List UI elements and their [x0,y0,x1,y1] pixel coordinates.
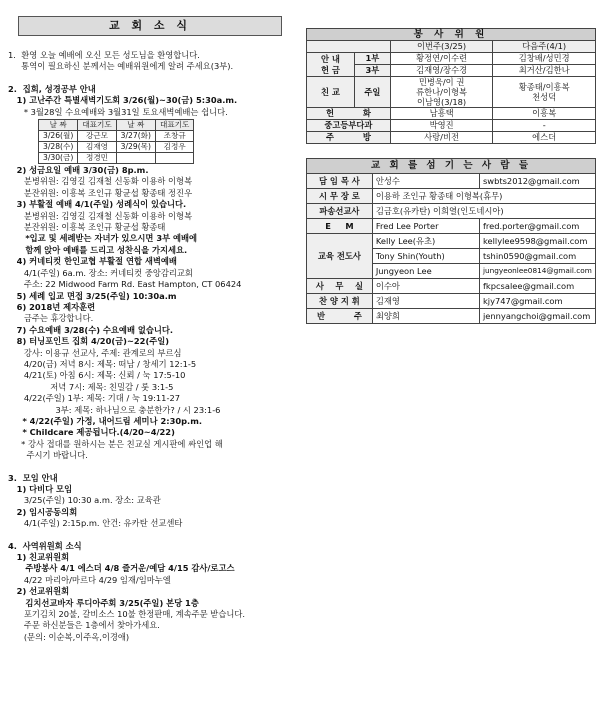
news-line: 3) 부활절 예배 4/1(주일) 성례식이 있습니다. [8,199,187,210]
news-line: 주방봉사 4/1 에스더 4/8 즐거운/예담 4/15 감사/로고스 [8,563,235,574]
table-cell: 3/27(화) [116,131,155,142]
news-line: * 4/22(주일) 가정, 내어드림 세미나 2:30p.m. [8,415,202,426]
table-cell: 3/28(수) [39,142,78,153]
news-line: 5) 세례 입교 면접 3/25(주일) 10:30a.m [8,290,177,301]
service-label: 주일 [354,77,390,108]
volunteer-cell: 김재영/장수경 [390,65,493,77]
volunteer-cell: 황종태/이흥복 천성덕 [493,77,596,108]
staff-email: fkpcsalee@gmail.com [479,279,595,294]
flower-label: 헌 화 [307,108,391,120]
role-label: 파송선교사 [307,204,373,219]
news-line: (문의: 이순복,이주옥,이경애) [8,631,130,642]
welcome-line: 통역이 필요하신 분께서는 예배위원에게 알려 주세요(3부). [8,61,234,72]
news-line: 3부: 제목: 하나님으로 충분한가? / 시 23:1-6 [8,404,221,415]
table-cell: 정경민 [78,153,116,164]
blank-cell [307,41,391,53]
staff-name: 최양희 [372,309,479,324]
volunteer-cell: 황정연/이수련 [390,53,493,65]
staff-name: Jungyeon Lee [372,264,479,279]
staff-email: jungyeonlee0814@gmail.com [479,264,595,279]
table-cell: 김정우 [156,142,194,153]
volunteer-cell: 민병욱/이 권 류한나/이형복 이남영(3/18) [390,77,493,108]
staff-name: Fred Lee Porter [372,219,479,234]
news-line: *입교 및 세례받는 자녀가 있으시면 3부 예배에 [8,233,198,244]
fellowship-label: 친 교 [307,77,355,108]
news-line: 4/1(주일) 6a.m. 장소: 커네티컷 중앙감리교회 [8,267,193,278]
news-line: 강사: 이용규 선교사, 주제: 관계로의 부르심 [8,347,182,358]
news-line: * 강사 접대를 원하시는 분은 친교실 게시판에 싸인업 해 [8,438,223,449]
staff-name: 이용하 조인규 황종태 이형복(휴무) [372,189,595,204]
volunteers-title: 봉 사 위 원 [307,29,596,41]
staff-name: 김재영 [372,294,479,309]
news-line: 3/25(주일) 10:30 a.m. 장소: 교육관 [8,495,161,506]
gatherings-list [8,473,298,530]
table-cell: 강근모 [78,131,116,142]
volunteer-cell: 최거산/김한나 [493,65,596,77]
col-this-week: 이번주(3/25) [390,41,493,53]
volunteer-cell: 박영진 [390,120,493,132]
staff-email: kellylee9598@gmail.com [479,234,595,249]
service-label: 1부 [354,53,390,65]
news-line: * Childcare 제공됩니다.(4/20~4/22) [8,427,175,438]
table-header: 대표기도 [78,120,116,131]
news-line: 2) 성금요일 예배 3/30(금) 8p.m. [8,165,149,176]
table-cell [116,153,155,164]
church-news [8,16,298,643]
news-line: 6) 2018년 제자훈련 [8,301,96,312]
col-next-week: 다음주(4/1) [493,41,596,53]
staff-email: swbts2012@gmail.com [479,174,595,189]
staff-table [306,158,596,324]
news-line: 3. 모임 안내 [8,472,58,483]
staff-email: kjy747@gmail.com [479,294,595,309]
role-label: 사 무 실 [307,279,373,294]
news-line: 2) 임시공동의회 [8,506,78,517]
news-line: 분잔위원: 이흥복 조인규 황균섭 황종태 [8,222,166,233]
news-line: 주시기 바랍니다. [8,450,88,461]
news-line: 분병위원: 김영길 김재철 신동화 이용하 이형복 [8,210,193,221]
volunteers-table [306,28,596,144]
news-line: 김치선교바자 루디아주회 3/25(주일) 본당 1층 [8,597,199,608]
prayer-schedule-table [38,119,194,164]
news-line: 금주는 휴강합니다. [8,313,94,324]
role-label: 찬 양 지 휘 [307,294,373,309]
service-label: 3부 [354,65,390,77]
role-label: 반 주 [307,309,373,324]
staff-name: 안성수 [372,174,479,189]
news-line: 함께 앉아 예배를 드리고 성찬식을 가지세요. [8,244,188,255]
volunteer-cell: 사랑/비전 [390,132,493,144]
news-line: 1) 친교위원회 [8,552,70,563]
section-heading: 2. 집회, 성경공부 안내 [8,83,96,94]
role-label: E M [307,219,373,234]
news-line: 분병위원: 김영길 김재철 신동화 이용하 이형복 [8,176,193,187]
ushers-label: 안 내 헌 금 [307,53,355,77]
role-label: 교육 전도사 [307,234,373,279]
news-line: 4. 사역위원회 소식 [8,540,82,551]
staff-name: 이수아 [372,279,479,294]
table-cell: 김재영 [78,142,116,153]
news-line: * 3월28일 수요예배와 3월31일 토요새벽예배는 쉽니다. [8,106,228,117]
news-line: 1) 다비다 모임 [8,484,73,494]
table-cell [156,153,194,164]
staff-name: 김금호(유카탄) 이희열(인도네시아) [372,204,595,219]
news-line: 4) 커네티컷 한인교협 부활절 연합 새벽예배 [8,256,177,267]
table-cell: 3/30(금) [39,153,78,164]
news-line: 4/21(토) 아침 6시: 제목: 신뢰 / 눅 17:5-10 [8,370,186,381]
staff-name: Kelly Lee(유초) [372,234,479,249]
table-cell: 3/26(월) [39,131,78,142]
volunteer-cell: - [493,120,596,132]
news-line: 4/22 마리아/마르다 4/29 임재/임마누엘 [8,574,171,585]
volunteer-cell: 에스더 [493,132,596,144]
table-cell: 3/29(목) [116,142,155,153]
news-line: 주문 하신분들은 1층에서 찾아가세요. [8,620,160,631]
role-label: 시 무 장 로 [307,189,373,204]
table-cell: 조창규 [156,131,194,142]
staff-email: jennyangchoi@gmail.com [479,309,595,324]
news-line: 4/20(금) 저녁 8시: 제목: 떠남 / 창세기 12:1-5 [8,358,197,369]
right-column [306,28,596,324]
staff-email: fred.porter@gmail.com [479,219,595,234]
news-line: 분잔위원: 이흥복 조인규 황균섭 황종태 정진우 [8,187,193,198]
staff-email: tshin0590@gmail.com [479,249,595,264]
volunteer-cell: 김창배/성민경 [493,53,596,65]
youth-snack-label: 중고등부다과 [307,120,391,132]
news-line: 포기김치 20불, 갈비소스 10불 한정판매, 계속주문 받습니다. [8,609,246,620]
table-header: 대표기도 [156,120,194,131]
role-label: 담 임 목 사 [307,174,373,189]
kitchen-label: 주 방 [307,132,391,144]
news-line: 8) 터닝포인트 집회 4/20(금)~22(주일) [8,336,170,347]
staff-title: 교 회 를 섬 기 는 사 람 들 [307,159,596,174]
news-title: 교 회 소 식 [18,16,282,36]
welcome-line: 1. 환영 오늘 예배에 오신 모든 성도님을 환영합니다. [8,50,200,60]
news-line: 4/1(주일) 2:15p.m. 안건: 유카탄 선교센타 [8,518,183,529]
meetings-list [8,165,298,462]
table-header: 날 짜 [116,120,155,131]
committee-list [8,541,298,644]
news-line: 4/22(주일) 1부: 제목: 기대 / 눅 19:11-27 [8,393,180,404]
staff-name: Tony Shin(Youth) [372,249,479,264]
news-line: 2) 선교위원회 [8,586,70,597]
news-line: 7) 수요예배 3/28(수) 수요예배 없습니다. [8,324,174,335]
table-header: 날 짜 [39,120,78,131]
news-line: 저녁 7시: 제목: 친밀감 / 룻 3:1-5 [8,381,174,392]
news-line: 1) 고난주간 특별새벽기도회 3/26(월)~30(금) 5:30a.m. [8,95,238,106]
volunteer-cell: 이흥복 [493,108,596,120]
news-line: 주소: 22 Midwood Farm Rd. East Hampton, CT 06424 [8,279,242,290]
volunteer-cell: 남흥택 [390,108,493,120]
